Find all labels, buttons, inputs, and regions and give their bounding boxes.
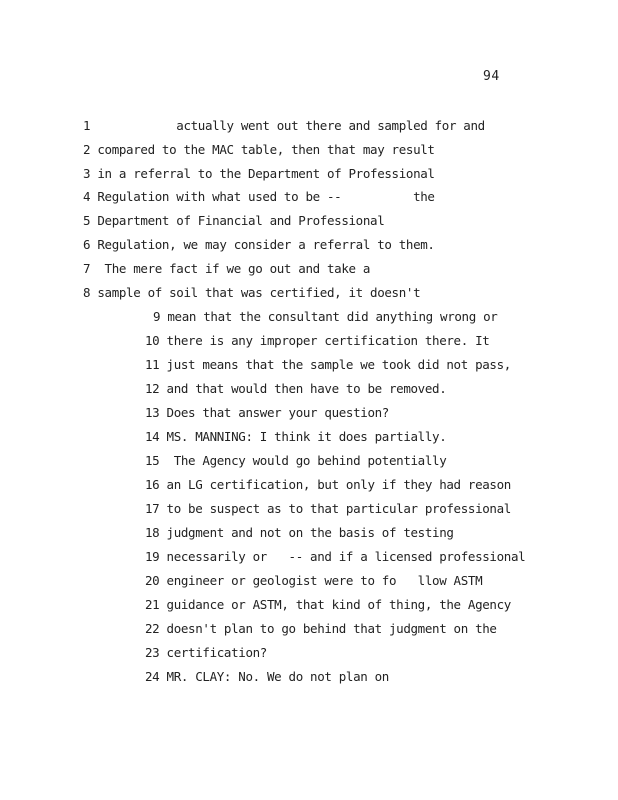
transcript-line-16: 16 an LG certification, but only if they had reason — [145, 477, 511, 492]
transcript-line-15: 15 The Agency would go behind potentially — [145, 453, 447, 468]
transcript-line-9: 9 mean that the consultant did anything wrong or — [153, 309, 498, 324]
transcript-line-23: 23 certification? — [145, 645, 267, 660]
transcript-line-22: 22 doesn't plan to go behind that judgment on the — [145, 621, 497, 636]
transcript-line-17: 17 to be suspect as to that particular professional — [145, 501, 511, 516]
transcript-line-1: 1 actually went out there and sampled for and — [83, 118, 485, 133]
transcript-line-2: 2 compared to the MAC table, then that may result — [83, 142, 435, 157]
transcript-line-19: 19 necessarily or -- and if a licensed professional — [145, 549, 526, 564]
page-number: 94 — [483, 69, 500, 84]
transcript-line-10: 10 there is any improper certification there. It — [145, 333, 490, 348]
transcript-line-24: 24 MR. CLAY: No. We do not plan on — [145, 669, 389, 684]
transcript-line-20: 20 engineer or geologist were to fo llow ASTM — [145, 573, 483, 588]
transcript-line-3: 3 in a referral to the Department of Professional — [83, 166, 435, 181]
transcript-line-21: 21 guidance or ASTM, that kind of thing, the Agency — [145, 597, 511, 612]
transcript-line-14: 14 MS. MANNING: I think it does partially. — [145, 429, 447, 444]
transcript-line-7: 7 The mere fact if we go out and take a — [83, 261, 371, 276]
transcript-line-8: 8 sample of soil that was certified, it doesn't — [83, 285, 421, 300]
transcript-line-13: 13 Does that answer your question? — [145, 405, 389, 420]
transcript-line-4: 4 Regulation with what used to be -- the — [83, 189, 435, 204]
transcript-line-6: 6 Regulation, we may consider a referral to them. — [83, 237, 435, 252]
transcript-line-11: 11 just means that the sample we took did not pass, — [145, 357, 511, 372]
transcript-line-18: 18 judgment and not on the basis of testing — [145, 525, 454, 540]
transcript-line-5: 5 Department of Financial and Professional — [83, 213, 385, 228]
transcript-line-12: 12 and that would then have to be removed. — [145, 381, 447, 396]
